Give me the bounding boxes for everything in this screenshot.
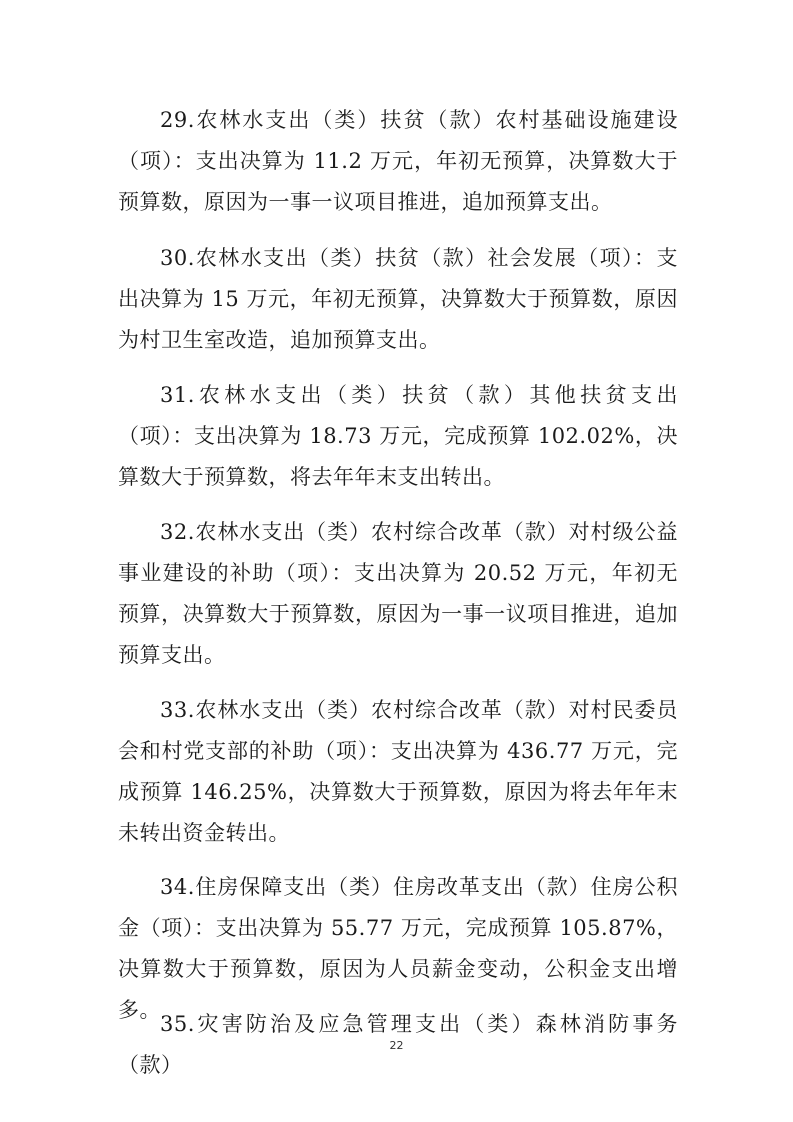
paragraph-item-32: 32.农林水支出（类）农村综合改革（款）对村级公益事业建设的补助（项）：支出决算为 20.52 万元，年初无预算，决算数大于预算数，原因为一事一议项目推进，追加预算支出。 — [118, 520, 678, 667]
paragraph-item-29: 29.农林水支出（类）扶贫（款）农村基础设施建设（项）：支出决算为 11.2 万元，年初无预算，决算数大于预算数，原因为一事一议项目推进，追加预算支出。 — [118, 108, 678, 214]
paragraph-item-34: 34.住房保障支出（类）住房改革支出（款）住房公积金（项）：支出决算为 55.77 万元，完成预算 105.87%，决算数大于预算数，原因为人员薪金变动，公积金支出增多。 — [118, 875, 678, 1022]
paragraph-item-30: 30.农林水支出（类）扶贫（款）社会发展（项）：支出决算为 15 万元，年初无预算，决算数大于预算数，原因为村卫生室改造，追加预算支出。 — [118, 246, 678, 352]
paragraph-item-31: 31.农林水支出（类）扶贫（款）其他扶贫支出（项）：支出决算为 18.73 万元，完成预算 102.02%，决算数大于预算数，将去年年末支出转出。 — [118, 383, 678, 489]
page-number: 22 — [389, 1039, 404, 1052]
paragraph-item-33: 33.农林水支出（类）农村综合改革（款）对村民委员会和村党支部的补助（项）：支出决算为 436.77 万元，完成预算 146.25%，决算数大于预算数，原因为将去年年末未转出资金转出。 — [118, 698, 678, 845]
paragraph-item-35: 35.灾害防治及应急管理支出（类）森林消防事务（款） — [118, 1012, 678, 1077]
